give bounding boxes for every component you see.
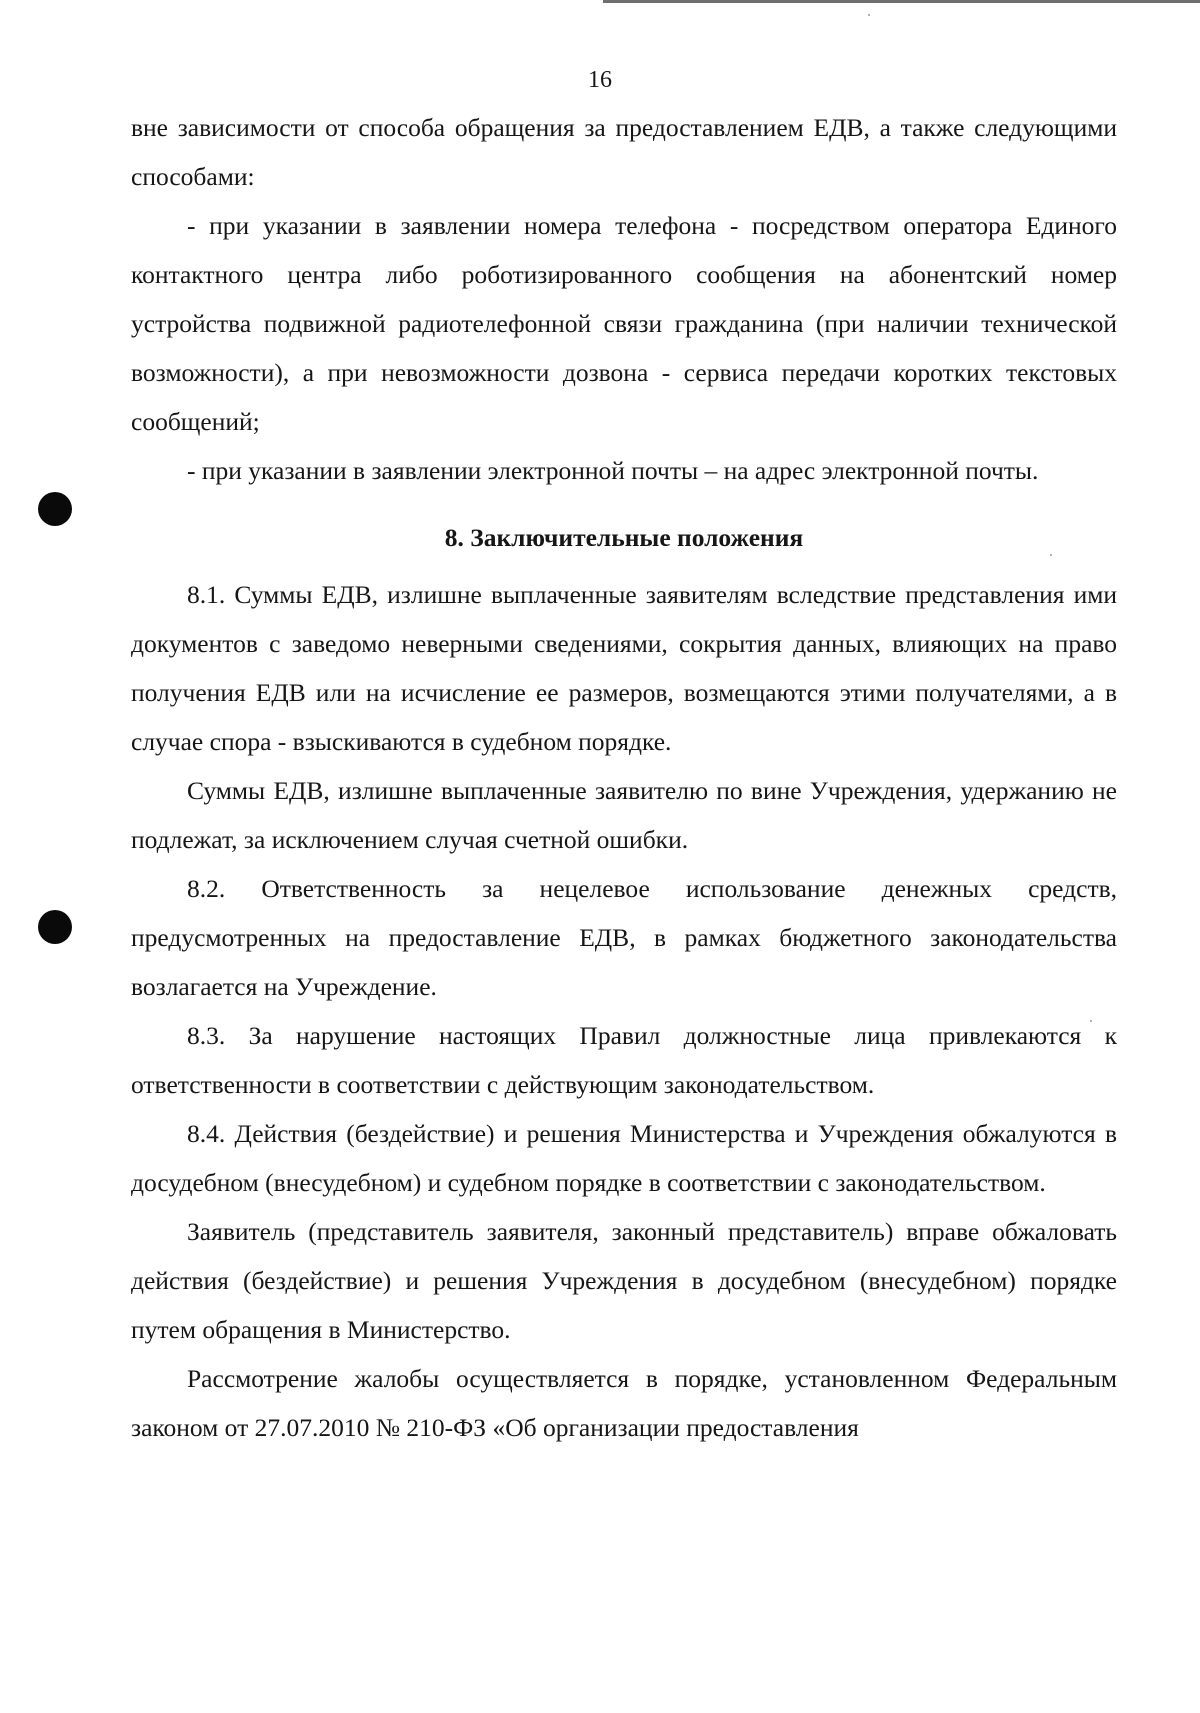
paragraph-8-4: 8.4. Действия (бездействие) и решения Министерства и Учреждения обжалуются в досудебном (внесудебном) и судебном порядке в соответствии с законодательством. [131,1119,1117,1197]
paragraph-email-notification: - при указании в заявлении электронной почты – на адрес электронной почты. [187,456,1039,485]
paragraph-phone-notification: - при указании в заявлении номера телефона - посредством оператора Единого контактного центра либо роботизированного сообщения на абонентский номер устройства подвижной радиотелефонной связи гражданина (при наличии технической возможности), а при невозможности дозвона - сервиса передачи коротких текстовых сообщений; [131,211,1117,436]
section-heading: 8. Заключительные положения [444,523,804,552]
paragraph-appeal-right: Заявитель (представитель заявителя, законный представитель) вправе обжаловать действия (бездействие) и решения Учреждения в досудебном (внесудебном) порядке путем обращения в Министерство. [131,1217,1117,1344]
paragraph-8-3: 8.3. За нарушение настоящих Правил должностные лица привлекаются к ответственности в соответствии с действующим законодательством. [131,1021,1117,1099]
scan-speck [868,14,870,16]
paragraph-complaint-review: Рассмотрение жалобы осуществляется в порядке, установленном Федеральным законом от 27.07.2010 № 210-ФЗ «Об организации предоставления [131,1364,1117,1442]
page-number: 16 [588,67,612,93]
scan-top-border-line [603,0,1200,3]
paragraph-continuation: вне зависимости от способа обращения за предоставлением ЕДВ, а также следующими способами: [131,113,1117,191]
paragraph-8-1-overpayment: Суммы ЕДВ, излишне выплаченные заявителю по вине Учреждения, удержанию не подлежат, за исключением случая счетной ошибки. [131,776,1117,854]
punch-hole-lower [38,910,72,944]
document-body [131,103,1117,1452]
paragraph-8-1: 8.1. Суммы ЕДВ, излишне выплаченные заявителям вследствие представления ими документов с заведомо неверными сведениями, сокрытия данных, влияющих на право получения ЕДВ или на исчисление ее размеров, возмещаются этими получателями, а в случае спора - взыскиваются в судебном порядке. [131,580,1117,756]
punch-hole-upper [38,492,72,526]
paragraph-8-2: 8.2. Ответственность за нецелевое использование денежных средств, предусмотренных на предоставление ЕДВ, в рамках бюджетного законодательства возлагается на Учреждение. [131,874,1117,1001]
